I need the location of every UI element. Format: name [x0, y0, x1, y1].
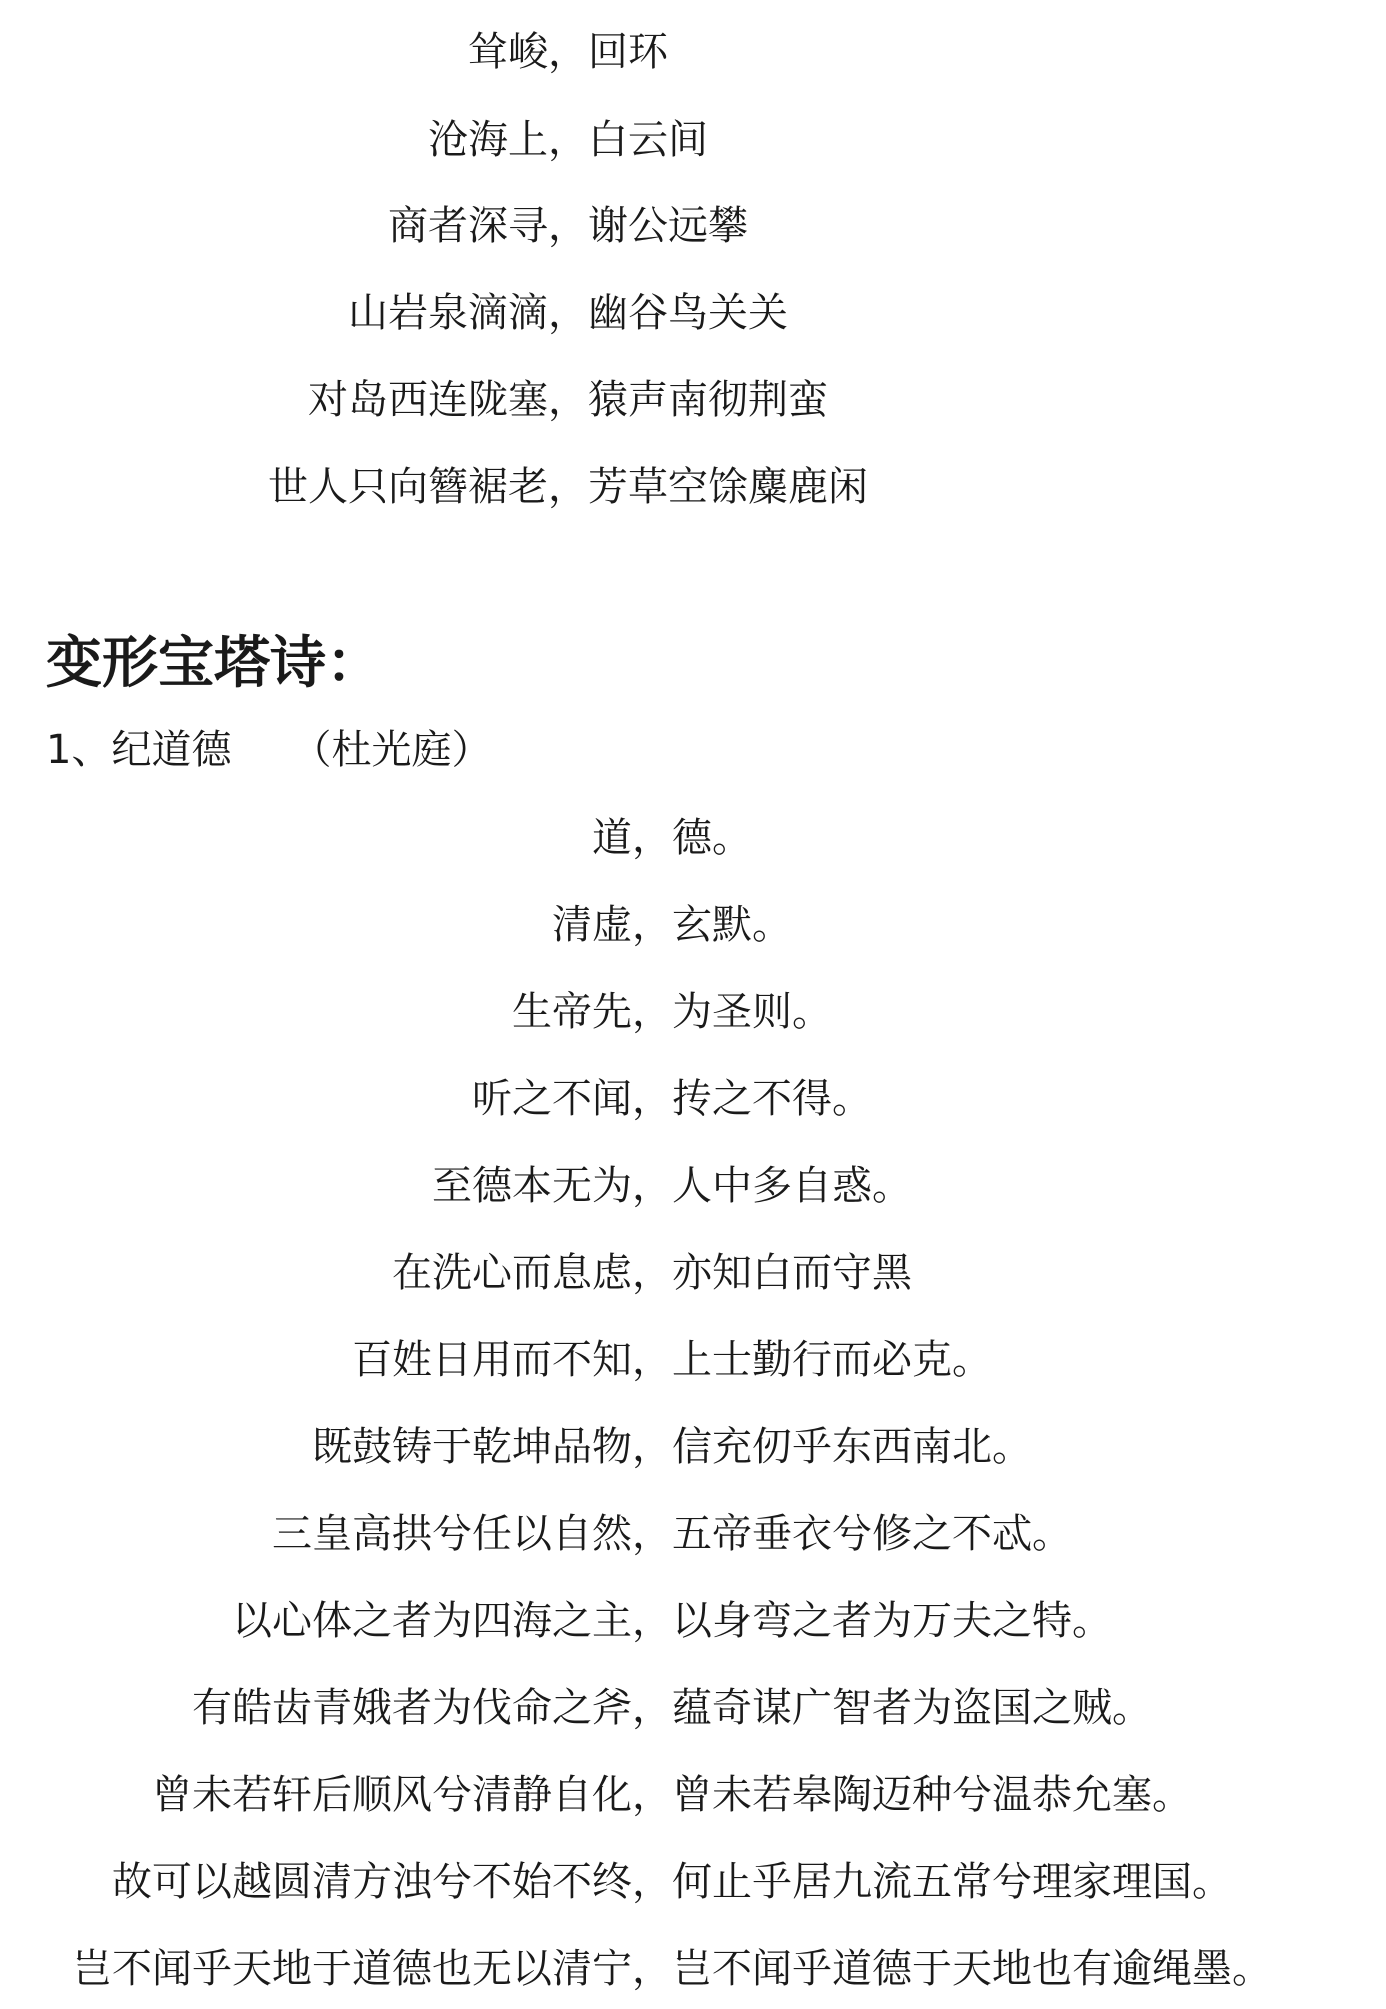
poem-line [0, 1330, 1386, 1390]
line-right: 何止乎居九流五常兮理家理国。 [672, 1859, 1232, 1905]
line-right: 岂不闻乎道德于天地也有逾绳墨。 [672, 1946, 1272, 1992]
line-right: 曾未若皋陶迈种兮温恭允塞。 [672, 1772, 1192, 1818]
line-right: 以身弯之者为万夫之特。 [672, 1598, 1112, 1644]
line-left: 耸峻， [468, 29, 588, 75]
line-left: 沧海上， [428, 117, 588, 163]
line-left: 百姓日用而不知， [352, 1337, 672, 1383]
line-left: 商者深寻， [388, 203, 588, 249]
poem-line [0, 808, 1386, 868]
line-right: 玄默。 [672, 902, 792, 948]
poem-line [0, 457, 1386, 517]
line-left: 既鼓铸于乾坤品物， [312, 1424, 672, 1470]
line-right: 亦知白而守黑 [672, 1250, 912, 1296]
poem-line [0, 110, 1386, 170]
poem-title-line [46, 720, 491, 780]
poem-line [0, 283, 1386, 343]
line-left: 世人只向簪裾老， [268, 464, 588, 510]
poem-line [0, 895, 1386, 955]
line-right: 人中多自惑。 [672, 1163, 912, 1209]
line-left: 三皇高拱兮任以自然， [272, 1511, 672, 1557]
line-left: 清虚， [552, 902, 672, 948]
poem-line [0, 1156, 1386, 1216]
poem-line [0, 1852, 1386, 1912]
line-left: 岂不闻乎天地于道德也无以清宁， [72, 1946, 672, 1992]
poem-line [0, 1765, 1386, 1825]
poem-line [0, 22, 1386, 82]
line-right: 信充仞乎东西南北。 [672, 1424, 1032, 1470]
line-left: 道， [592, 815, 672, 861]
line-right: 幽谷鸟关关 [588, 290, 788, 336]
line-left: 曾未若轩后顺风兮清静自化， [152, 1772, 672, 1818]
line-right: 猿声南彻荆蛮 [588, 377, 828, 423]
line-right: 回环 [588, 29, 668, 75]
line-left: 对岛西连陇塞， [308, 377, 588, 423]
line-right: 为圣则。 [672, 989, 832, 1035]
poem-line [0, 1417, 1386, 1477]
line-left: 在洗心而息虑， [392, 1250, 672, 1296]
line-right: 抟之不得。 [672, 1076, 872, 1122]
line-left: 故可以越圆清方浊兮不始不终， [112, 1859, 672, 1905]
line-right: 上士勤行而必克。 [672, 1337, 992, 1383]
line-right: 五帝垂衣兮修之不忒。 [672, 1511, 1072, 1557]
poem-title: 1、纪道德 [46, 727, 232, 773]
line-left: 以心体之者为四海之主， [232, 1598, 672, 1644]
line-left: 至德本无为， [432, 1163, 672, 1209]
line-right: 谢公远攀 [588, 203, 748, 249]
poem-line [0, 982, 1386, 1042]
poem-line [0, 196, 1386, 256]
poem-line [0, 1504, 1386, 1564]
poem-line [0, 1939, 1386, 1999]
line-left: 生帝先， [512, 989, 672, 1035]
line-right: 芳草空馀麋鹿闲 [588, 464, 868, 510]
line-right: 德。 [672, 815, 752, 861]
line-right: 白云间 [588, 117, 708, 163]
poem-line [0, 370, 1386, 430]
poem-line [0, 1678, 1386, 1738]
line-left: 听之不闻， [472, 1076, 672, 1122]
poem-line [0, 1591, 1386, 1651]
section-heading: 变形宝塔诗： [46, 631, 382, 696]
line-left: 有皓齿青娥者为伐命之斧， [192, 1685, 672, 1731]
poem-line [0, 1243, 1386, 1303]
poem-author: （杜光庭） [291, 727, 492, 773]
line-left: 山岩泉滴滴， [348, 290, 588, 336]
line-right: 蕴奇谋广智者为盗国之贼。 [672, 1685, 1152, 1731]
poem-line [0, 1069, 1386, 1129]
